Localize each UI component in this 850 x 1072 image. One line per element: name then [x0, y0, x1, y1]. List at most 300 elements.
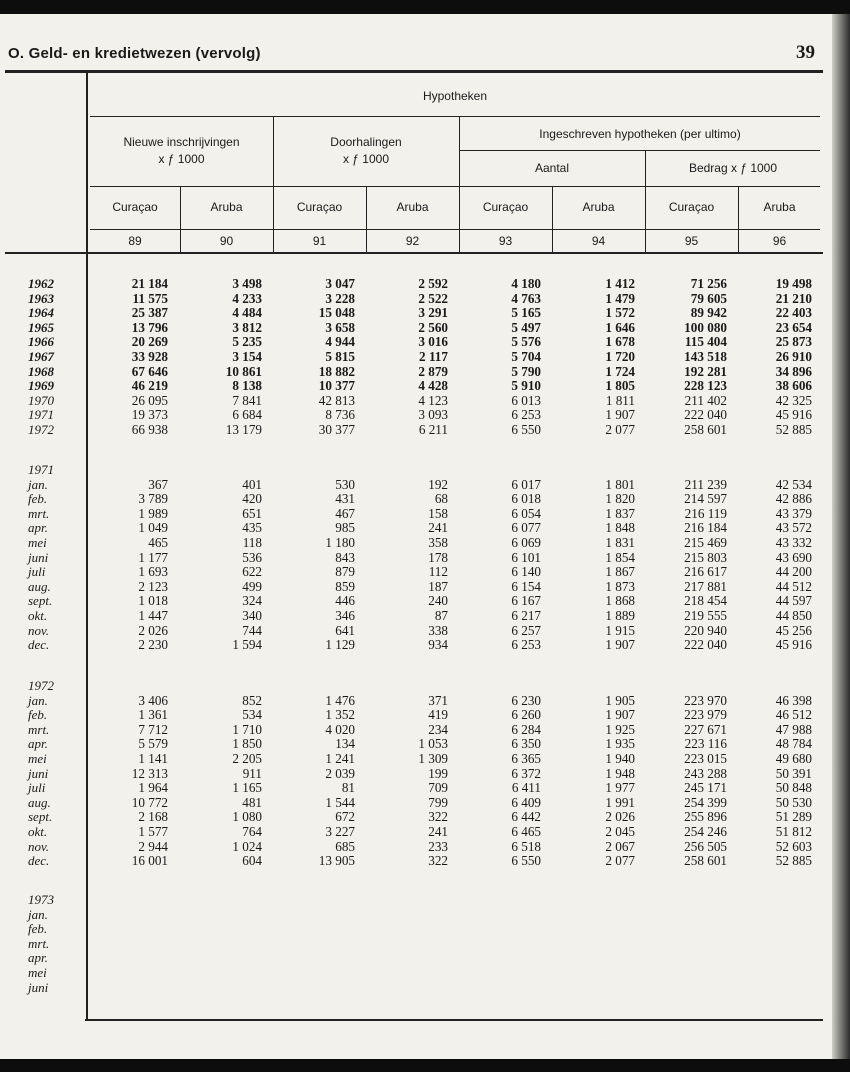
table-cell: 6 253 — [511, 637, 541, 653]
table-cell: 2 168 — [138, 809, 168, 825]
table-cell: 6 518 — [511, 838, 541, 854]
table-cell: 2 230 — [138, 637, 168, 653]
bottom-rule — [85, 1019, 823, 1021]
table-cell: 216 617 — [684, 564, 727, 580]
table-cell: 1 948 — [605, 765, 635, 781]
data-column-5 — [461, 478, 541, 653]
row-label: juni — [28, 765, 49, 781]
table-cell: 2 045 — [605, 823, 635, 839]
row-label: feb. — [28, 491, 48, 507]
row-label: okt. — [28, 823, 48, 839]
table-cell: 1 989 — [138, 505, 168, 521]
data-column-7 — [647, 694, 727, 869]
table-cell: 530 — [335, 476, 355, 492]
table-cell: 22 403 — [775, 305, 812, 321]
table-cell: 5 497 — [511, 319, 541, 335]
column-number-4: 92 — [405, 234, 420, 248]
table-cell: 1 241 — [325, 750, 355, 766]
table-cell: 1 811 — [605, 392, 635, 408]
column-header-7: Curaçao — [668, 200, 715, 214]
row-label: jan. — [28, 692, 48, 708]
table-cell: 1 868 — [605, 593, 635, 609]
table-cell: 44 850 — [775, 607, 812, 623]
table-cell: 47 988 — [775, 721, 812, 737]
table-cell: 1 805 — [605, 378, 635, 394]
data-column-2 — [182, 277, 262, 438]
table-cell: 534 — [242, 707, 262, 723]
table-cell: 499 — [242, 578, 262, 594]
table-cell: 5 704 — [511, 348, 541, 364]
table-cell: 26 910 — [775, 348, 812, 364]
table-cell: 67 646 — [131, 363, 168, 379]
table-cell: 685 — [335, 838, 355, 854]
table-cell: 1 447 — [138, 607, 168, 623]
table-cell: 3 228 — [325, 290, 355, 306]
row-label: mrt. — [28, 505, 50, 521]
table-cell: 1 724 — [605, 363, 635, 379]
table-cell: 44 512 — [775, 578, 812, 594]
table-cell: 3 047 — [325, 276, 355, 291]
column-header-4: Aruba — [396, 200, 429, 214]
table-cell: 5 790 — [511, 363, 541, 379]
table-cell: 5 815 — [325, 348, 355, 364]
table-cell: 10 377 — [318, 378, 355, 394]
table-cell: 21 184 — [131, 276, 168, 291]
table-cell: 214 597 — [684, 491, 727, 507]
table-cell: 6 154 — [511, 578, 541, 594]
table-cell: 42 886 — [775, 491, 812, 507]
table-cell: 1 801 — [605, 476, 635, 492]
table-cell: 2 123 — [138, 578, 168, 594]
table-cell: 324 — [242, 593, 262, 609]
table-cell: 764 — [242, 823, 262, 839]
table-cell: 216 119 — [684, 505, 727, 521]
table-cell: 255 896 — [684, 809, 727, 825]
table-cell: 2 560 — [418, 319, 448, 335]
table-cell: 11 575 — [132, 290, 168, 306]
table-cell: 3 789 — [138, 491, 168, 507]
table-cell: 1 720 — [605, 348, 635, 364]
table-cell: 42 813 — [318, 392, 355, 408]
column-header-8: Aruba — [763, 200, 796, 214]
row-labels — [28, 893, 54, 995]
table-cell: 192 — [428, 476, 448, 492]
table-cell: 859 — [335, 578, 355, 594]
data-column-1 — [88, 277, 168, 438]
table-cell: 6 442 — [511, 809, 541, 825]
table-cell: 10 772 — [131, 794, 168, 810]
header-ingeschreven: Ingeschreven hypotheken (per ultimo) — [539, 127, 741, 141]
table-cell: 241 — [428, 520, 448, 536]
data-column-6 — [555, 478, 635, 653]
table-cell: 2 039 — [325, 765, 355, 781]
data-column-3 — [275, 694, 355, 869]
column-number-7: 95 — [684, 234, 699, 248]
table-cell: 223 116 — [684, 736, 727, 752]
top-rule — [5, 70, 823, 73]
header-nieuwe-line1: Nieuwe inschrijvingen — [123, 135, 240, 149]
row-label: 1968 — [28, 363, 54, 379]
table-cell: 911 — [242, 765, 262, 781]
row-label: okt. — [28, 607, 48, 623]
table-cell: 5 576 — [511, 334, 541, 350]
table-cell: 178 — [428, 549, 448, 565]
column-number-2: 90 — [219, 234, 234, 248]
table-cell: 1 907 — [605, 707, 635, 723]
row-label: nov. — [28, 838, 50, 854]
table-cell: 6 409 — [511, 794, 541, 810]
table-cell: 2 205 — [232, 750, 262, 766]
table-cell: 8 138 — [232, 378, 262, 394]
table-cell: 6 101 — [511, 549, 541, 565]
table-cell: 1 925 — [605, 721, 635, 737]
table-cell: 192 281 — [684, 363, 727, 379]
table-cell: 234 — [428, 721, 448, 737]
table-cell: 68 — [434, 491, 448, 507]
table-cell: 4 233 — [232, 290, 262, 306]
table-cell: 4 763 — [511, 290, 541, 306]
table-cell: 2 879 — [418, 363, 448, 379]
table-cell: 26 095 — [131, 392, 168, 408]
table-cell: 5 910 — [511, 378, 541, 394]
table-cell: 1 831 — [605, 534, 635, 550]
table-cell: 431 — [335, 491, 355, 507]
table-cell: 3 093 — [418, 407, 448, 423]
table-cell: 1 053 — [418, 736, 448, 752]
table-cell: 211 239 — [684, 476, 727, 492]
table-cell: 1 991 — [605, 794, 635, 810]
table-cell: 1 848 — [605, 520, 635, 536]
table-cell: 6 465 — [511, 823, 541, 839]
table-cell: 346 — [335, 607, 355, 623]
table-cell: 4 428 — [418, 378, 448, 394]
header-rule-groups — [90, 186, 820, 187]
table-cell: 2 077 — [605, 421, 635, 437]
table-cell: 4 180 — [511, 276, 541, 291]
row-label: 1971 — [28, 407, 54, 423]
table-cell: 43 572 — [775, 520, 812, 536]
data-column-8 — [732, 694, 812, 869]
table-cell: 16 001 — [131, 853, 168, 869]
table-cell: 45 916 — [775, 407, 812, 423]
table-cell: 1 141 — [138, 750, 168, 766]
table-cell: 799 — [428, 794, 448, 810]
table-cell: 1 080 — [232, 809, 262, 825]
table-cell: 89 942 — [690, 305, 727, 321]
table-cell: 3 812 — [232, 319, 262, 335]
row-labels — [28, 463, 54, 653]
table-cell: 322 — [428, 809, 448, 825]
table-cell: 371 — [428, 692, 448, 708]
data-column-5 — [461, 694, 541, 869]
table-cell: 1 361 — [138, 707, 168, 723]
data-column-5 — [461, 277, 541, 438]
table-cell: 641 — [335, 622, 355, 638]
table-cell: 13 179 — [225, 421, 262, 437]
data-column-4 — [368, 478, 448, 653]
header-aantal: Aantal — [534, 161, 570, 175]
table-cell: 1 352 — [325, 707, 355, 723]
header-doorhalingen — [273, 134, 459, 168]
table-cell: 233 — [428, 838, 448, 854]
table-cell: 46 398 — [775, 692, 812, 708]
table-cell: 1 018 — [138, 593, 168, 609]
table-cell: 81 — [341, 780, 355, 796]
table-cell: 340 — [242, 607, 262, 623]
table-cell: 45 256 — [775, 622, 812, 638]
table-cell: 1 577 — [138, 823, 168, 839]
data-column-3 — [275, 478, 355, 653]
table-cell: 256 505 — [684, 838, 727, 854]
row-label: jan. — [28, 906, 48, 922]
row-label: mei — [28, 750, 47, 766]
column-number-6: 94 — [591, 234, 606, 248]
table-cell: 100 080 — [684, 319, 727, 335]
table-cell: 241 — [428, 823, 448, 839]
table-cell: 254 246 — [684, 823, 727, 839]
table-cell: 1 412 — [605, 276, 635, 291]
table-cell: 243 288 — [684, 765, 727, 781]
column-header-1: Curaçao — [112, 200, 158, 214]
row-label: mei — [28, 534, 47, 550]
table-cell: 1 129 — [325, 637, 355, 653]
table-cell: 672 — [335, 809, 355, 825]
table-cell: 8 736 — [325, 407, 355, 423]
column-header-2: Aruba — [210, 200, 243, 214]
table-cell: 5 235 — [232, 334, 262, 350]
table-cell: 6 211 — [418, 421, 448, 437]
row-label: 1962 — [28, 276, 54, 291]
column-header-5: Curaçao — [482, 200, 529, 214]
table-cell: 1 837 — [605, 505, 635, 521]
table-cell: 985 — [335, 520, 355, 536]
table-cell: 4 123 — [418, 392, 448, 408]
table-cell: 1 024 — [232, 838, 262, 854]
table-cell: 143 518 — [684, 348, 727, 364]
table-cell: 6 550 — [511, 421, 541, 437]
table-cell: 6 140 — [511, 564, 541, 580]
row-label: juni — [28, 549, 49, 565]
row-label: apr. — [28, 520, 48, 536]
table-cell: 604 — [242, 853, 262, 869]
table-cell: 6 230 — [511, 692, 541, 708]
row-label: juli — [28, 564, 46, 580]
table-cell: 4 484 — [232, 305, 262, 321]
table-cell: 228 123 — [684, 378, 727, 394]
table-cell: 6 077 — [511, 520, 541, 536]
row-label: juni — [28, 979, 49, 995]
table-cell: 1 165 — [232, 780, 262, 796]
table-cell: 3 016 — [418, 334, 448, 350]
header-hypotheken: Hypotheken — [422, 89, 488, 103]
row-label: feb. — [28, 921, 48, 937]
table-cell: 1 049 — [138, 520, 168, 536]
data-column-6 — [555, 277, 635, 438]
data-column-4 — [368, 277, 448, 438]
page-number: 39 — [796, 42, 815, 63]
data-column-4 — [368, 694, 448, 869]
table-cell: 465 — [148, 534, 168, 550]
table-cell: 3 291 — [418, 305, 448, 321]
row-label: 1964 — [28, 305, 54, 321]
table-cell: 134 — [335, 736, 355, 752]
table-cell: 52 885 — [775, 853, 812, 869]
table-cell: 6 260 — [511, 707, 541, 723]
year-label: 1973 — [28, 892, 54, 907]
table-cell: 1 873 — [605, 578, 635, 594]
table-cell: 43 690 — [775, 549, 812, 565]
table-cell: 25 873 — [775, 334, 812, 350]
table-cell: 1 940 — [605, 750, 635, 766]
table-cell: 6 253 — [511, 407, 541, 423]
table-cell: 50 848 — [775, 780, 812, 796]
table-cell: 6 284 — [511, 721, 541, 737]
table-cell: 467 — [335, 505, 355, 521]
table-cell: 446 — [335, 593, 355, 609]
table-cell: 66 938 — [131, 421, 168, 437]
data-column-3 — [275, 277, 355, 438]
table-cell: 30 377 — [318, 421, 355, 437]
table-cell: 20 269 — [131, 334, 168, 350]
header-rule-columns — [90, 229, 820, 230]
table-cell: 934 — [428, 637, 448, 653]
row-label: mrt. — [28, 935, 50, 951]
table-cell: 34 896 — [775, 363, 812, 379]
table-cell: 6 054 — [511, 505, 541, 521]
table-cell: 222 040 — [684, 407, 727, 423]
column-number-3: 91 — [312, 234, 327, 248]
table-cell: 1 479 — [605, 290, 635, 306]
table-cell: 4 944 — [325, 334, 355, 350]
table-cell: 45 916 — [775, 637, 812, 653]
table-cell: 1 309 — [418, 750, 448, 766]
table-cell: 1 889 — [605, 607, 635, 623]
table-cell: 223 979 — [684, 707, 727, 723]
table-cell: 19 498 — [775, 276, 812, 291]
table-cell: 240 — [428, 593, 448, 609]
table-cell: 1 935 — [605, 736, 635, 752]
column-header-6: Aruba — [582, 200, 615, 214]
table-cell: 49 680 — [775, 750, 812, 766]
table-cell: 15 048 — [318, 305, 355, 321]
table-cell: 217 881 — [684, 578, 727, 594]
table-cell: 1 850 — [232, 736, 262, 752]
table-cell: 3 406 — [138, 692, 168, 708]
table-cell: 2 026 — [605, 809, 635, 825]
table-cell: 50 391 — [775, 765, 812, 781]
table-cell: 3 154 — [232, 348, 262, 364]
row-label: jan. — [28, 476, 48, 492]
table-cell: 6 550 — [511, 853, 541, 869]
row-label: 1967 — [28, 348, 54, 364]
table-cell: 118 — [242, 534, 262, 550]
table-cell: 223 015 — [684, 750, 727, 766]
table-cell: 51 289 — [775, 809, 812, 825]
column-number-1: 89 — [128, 234, 142, 248]
table-cell: 6 167 — [511, 593, 541, 609]
table-cell: 79 605 — [690, 290, 727, 306]
table-cell: 48 784 — [775, 736, 812, 752]
column-header-3: Curaçao — [296, 200, 343, 214]
table-cell: 1 544 — [325, 794, 355, 810]
table-cell: 6 684 — [232, 407, 262, 423]
row-label: apr. — [28, 736, 48, 752]
table-cell: 33 928 — [131, 348, 168, 364]
data-column-7 — [647, 277, 727, 438]
table-cell: 1 710 — [232, 721, 262, 737]
table-cell: 6 411 — [511, 780, 541, 796]
table-cell: 1 905 — [605, 692, 635, 708]
table-cell: 115 404 — [684, 334, 727, 350]
header-doorhalingen-line2: x ƒ 1000 — [342, 152, 390, 166]
table-cell: 227 671 — [684, 721, 727, 737]
table-cell: 1 678 — [605, 334, 635, 350]
table-cell: 87 — [434, 607, 448, 623]
table-cell: 852 — [242, 692, 262, 708]
table-cell: 51 812 — [775, 823, 812, 839]
table-cell: 1 646 — [605, 319, 635, 335]
table-cell: 3 498 — [232, 276, 262, 291]
table-cell: 44 200 — [775, 564, 812, 580]
row-label: sept. — [28, 593, 53, 609]
row-label: mrt. — [28, 721, 50, 737]
data-column-8 — [732, 478, 812, 653]
header-rule-aantal — [460, 150, 820, 151]
table-cell: 199 — [428, 765, 448, 781]
table-cell: 3 227 — [325, 823, 355, 839]
table-cell: 1 177 — [138, 549, 168, 565]
table-cell: 1 907 — [605, 407, 635, 423]
row-label: sept. — [28, 809, 53, 825]
table-cell: 158 — [428, 505, 448, 521]
table-cell: 2 026 — [138, 622, 168, 638]
table-cell: 52 885 — [775, 421, 812, 437]
row-label: aug. — [28, 794, 51, 810]
column-number-8: 96 — [772, 234, 787, 248]
table-cell: 220 940 — [684, 622, 727, 638]
table-cell: 215 803 — [684, 549, 727, 565]
row-labels — [28, 277, 54, 438]
table-cell: 187 — [428, 578, 448, 594]
table-cell: 6 365 — [511, 750, 541, 766]
row-label: 1970 — [28, 392, 54, 408]
header-nieuwe-inschrijvingen — [90, 134, 273, 168]
table-cell: 7 712 — [138, 721, 168, 737]
table-cell: 219 555 — [684, 607, 727, 623]
header-rule-main — [90, 116, 820, 117]
table-cell: 13 905 — [318, 853, 355, 869]
row-label: apr. — [28, 950, 48, 966]
table-cell: 43 379 — [775, 505, 812, 521]
table-cell: 19 373 — [131, 407, 168, 423]
table-cell: 1 693 — [138, 564, 168, 580]
table-cell: 2 522 — [418, 290, 448, 306]
table-cell: 481 — [242, 794, 262, 810]
row-label: 1965 — [28, 319, 54, 335]
table-cell: 6 017 — [511, 476, 541, 492]
table-cell: 1 964 — [138, 780, 168, 796]
year-label: 1971 — [28, 462, 54, 477]
row-labels — [28, 679, 54, 869]
column-number-5: 93 — [498, 234, 513, 248]
data-column-2 — [182, 478, 262, 653]
table-cell: 338 — [428, 622, 448, 638]
table-cell: 879 — [335, 564, 355, 580]
book-spine — [832, 14, 850, 1059]
table-cell: 112 — [428, 564, 448, 580]
row-label: 1963 — [28, 290, 54, 306]
table-cell: 6 018 — [511, 491, 541, 507]
